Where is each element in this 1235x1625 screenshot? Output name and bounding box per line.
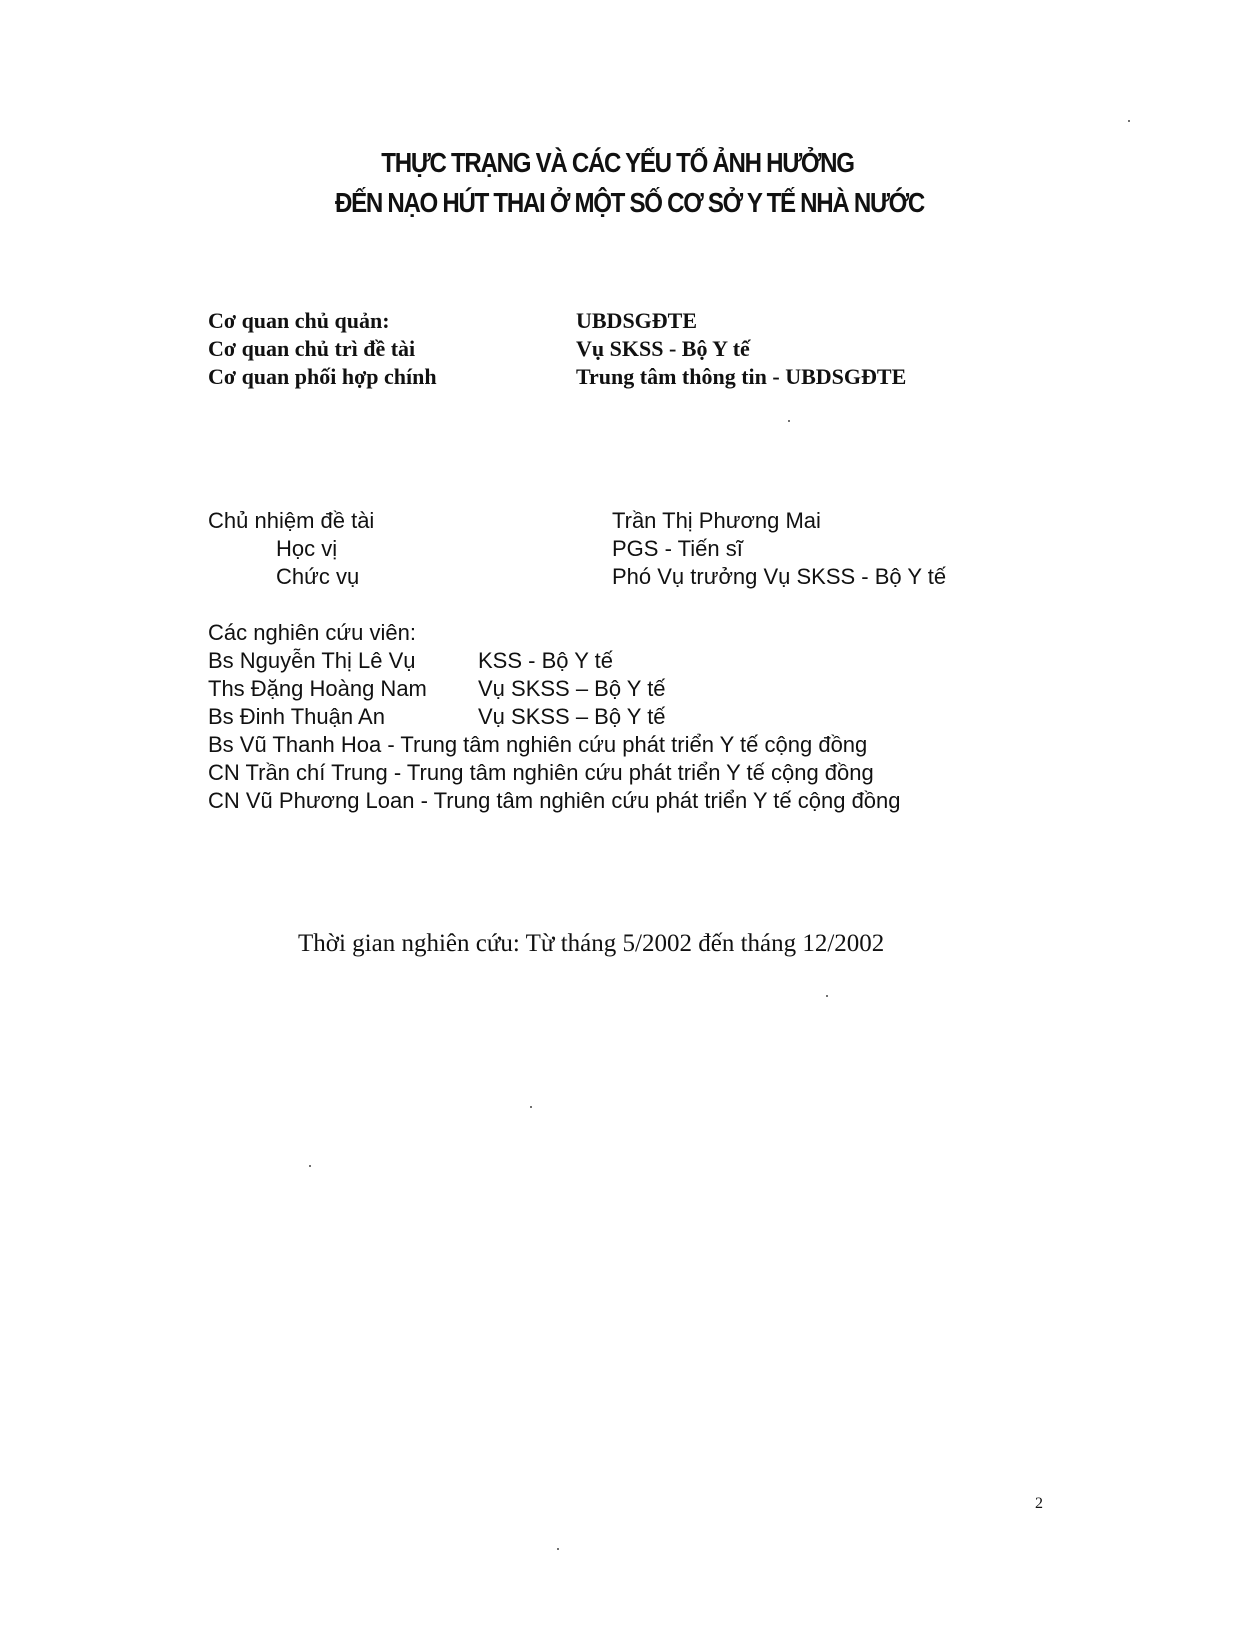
lead-label: Học vị (276, 536, 338, 561)
page-number: 2 (1035, 1495, 1043, 1512)
agency-value: UBDSGĐTE (576, 308, 698, 333)
agency-value: Trung tâm thông tin - UBDSGĐTE (576, 364, 907, 389)
document-title-line-1: THỰC TRẠNG VÀ CÁC YẾU TỐ ẢNH HƯỞNG (381, 147, 854, 178)
study-period: Thời gian nghiên cứu: Từ tháng 5/2002 đến tháng 12/2002 (298, 930, 885, 957)
lead-label: Chức vụ (276, 564, 360, 589)
agency-label: Cơ quan phối hợp chính (208, 364, 437, 389)
researcher-name: Bs Nguyễn Thị Lê Vụ (208, 648, 416, 673)
document-title-line-2: ĐẾN NẠO HÚT THAI Ở MỘT SỐ CƠ SỞ Y TẾ NHÀ NƯỚC (334, 187, 925, 218)
scan-speck (826, 995, 828, 997)
scan-speck (788, 420, 790, 422)
researcher-unit: Vụ SKSS – Bộ Y tế (478, 704, 666, 729)
researcher-name: Bs Đinh Thuận An (208, 704, 385, 729)
lead-value: Phó Vụ trưởng Vụ SKSS - Bộ Y tế (612, 564, 947, 589)
agency-value: Vụ SKSS - Bộ Y tế (576, 336, 750, 361)
researcher-line: Bs Vũ Thanh Hoa - Trung tâm nghiên cứu phát triển Y tế cộng đồng (208, 732, 868, 757)
scan-speck (309, 1165, 311, 1167)
scan-speck (557, 1548, 559, 1550)
lead-label: Chủ nhiệm đề tài (208, 508, 375, 533)
agency-label: Cơ quan chủ quản: (208, 308, 390, 333)
lead-value: PGS - Tiến sĩ (612, 536, 743, 561)
lead-value: Trần Thị Phương Mai (612, 508, 821, 533)
researcher-name: Ths Đặng Hoàng Nam (208, 676, 427, 701)
researcher-unit: KSS - Bộ Y tế (478, 648, 613, 673)
agency-label: Cơ quan chủ trì đề tài (208, 336, 416, 361)
researcher-line: CN Vũ Phương Loan - Trung tâm nghiên cứu phát triển Y tế cộng đồng (208, 788, 901, 813)
researcher-line: CN Trần chí Trung - Trung tâm nghiên cứu phát triển Y tế cộng đồng (208, 760, 874, 785)
researchers-heading: Các nghiên cứu viên: (208, 620, 416, 645)
scan-speck (530, 1106, 532, 1108)
researcher-unit: Vụ SKSS – Bộ Y tế (478, 676, 666, 701)
scan-speck (1128, 120, 1130, 122)
